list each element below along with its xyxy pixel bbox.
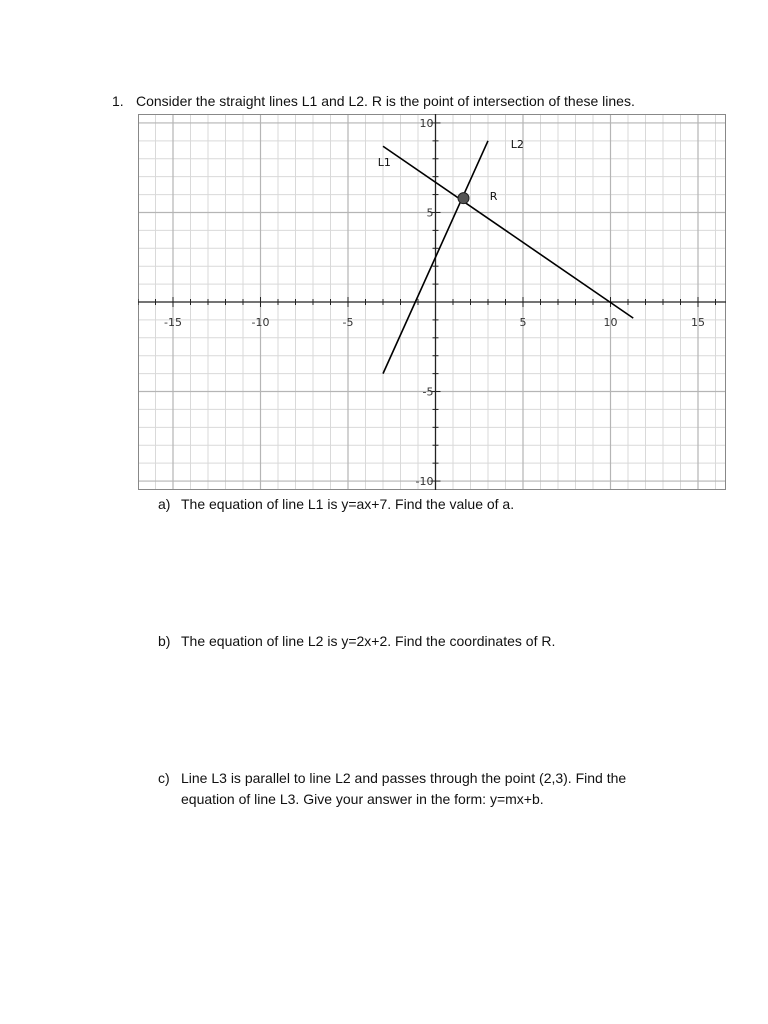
part-b [158,631,678,652]
question-text: Consider the straight lines L1 and L2. R is the point of intersection of these lines. [136,93,635,109]
graph-svg [138,114,726,490]
part-c [158,768,678,810]
x-tick-label: 15 [691,316,705,329]
part-b-label: b) [158,633,171,649]
part-c-label: c) [158,770,170,786]
label-r: R [489,189,498,203]
point-r [458,193,469,204]
y-tick-label: -10 [415,475,434,489]
y-tick-label: 5 [426,206,434,220]
question-number: 1. [112,93,124,109]
x-tick-label: -10 [251,316,270,329]
label-l1: L1 [377,155,391,169]
part-a [158,494,678,515]
part-a-text: The equation of line L1 is y=ax+7. Find the value of a. [181,496,515,512]
coordinate-graph [138,114,726,490]
part-b-text: The equation of line L2 is y=2x+2. Find the coordinates of R. [181,633,556,649]
x-tick-label: -15 [164,316,182,329]
part-c-text: Line L3 is parallel to line L2 and passes through the point (2,3). Find the equation of line L3. Give your answer in the form: y=mx+b. [181,770,627,807]
part-a-label: a) [158,496,171,512]
x-tick-label: -5 [342,316,354,329]
y-tick-label: -5 [422,385,434,399]
label-l2: L2 [510,138,524,152]
x-tick-label: 5 [519,316,527,329]
x-tick-label: 10 [603,316,618,329]
y-tick-label: 10 [419,116,434,130]
question-1 [112,92,635,110]
